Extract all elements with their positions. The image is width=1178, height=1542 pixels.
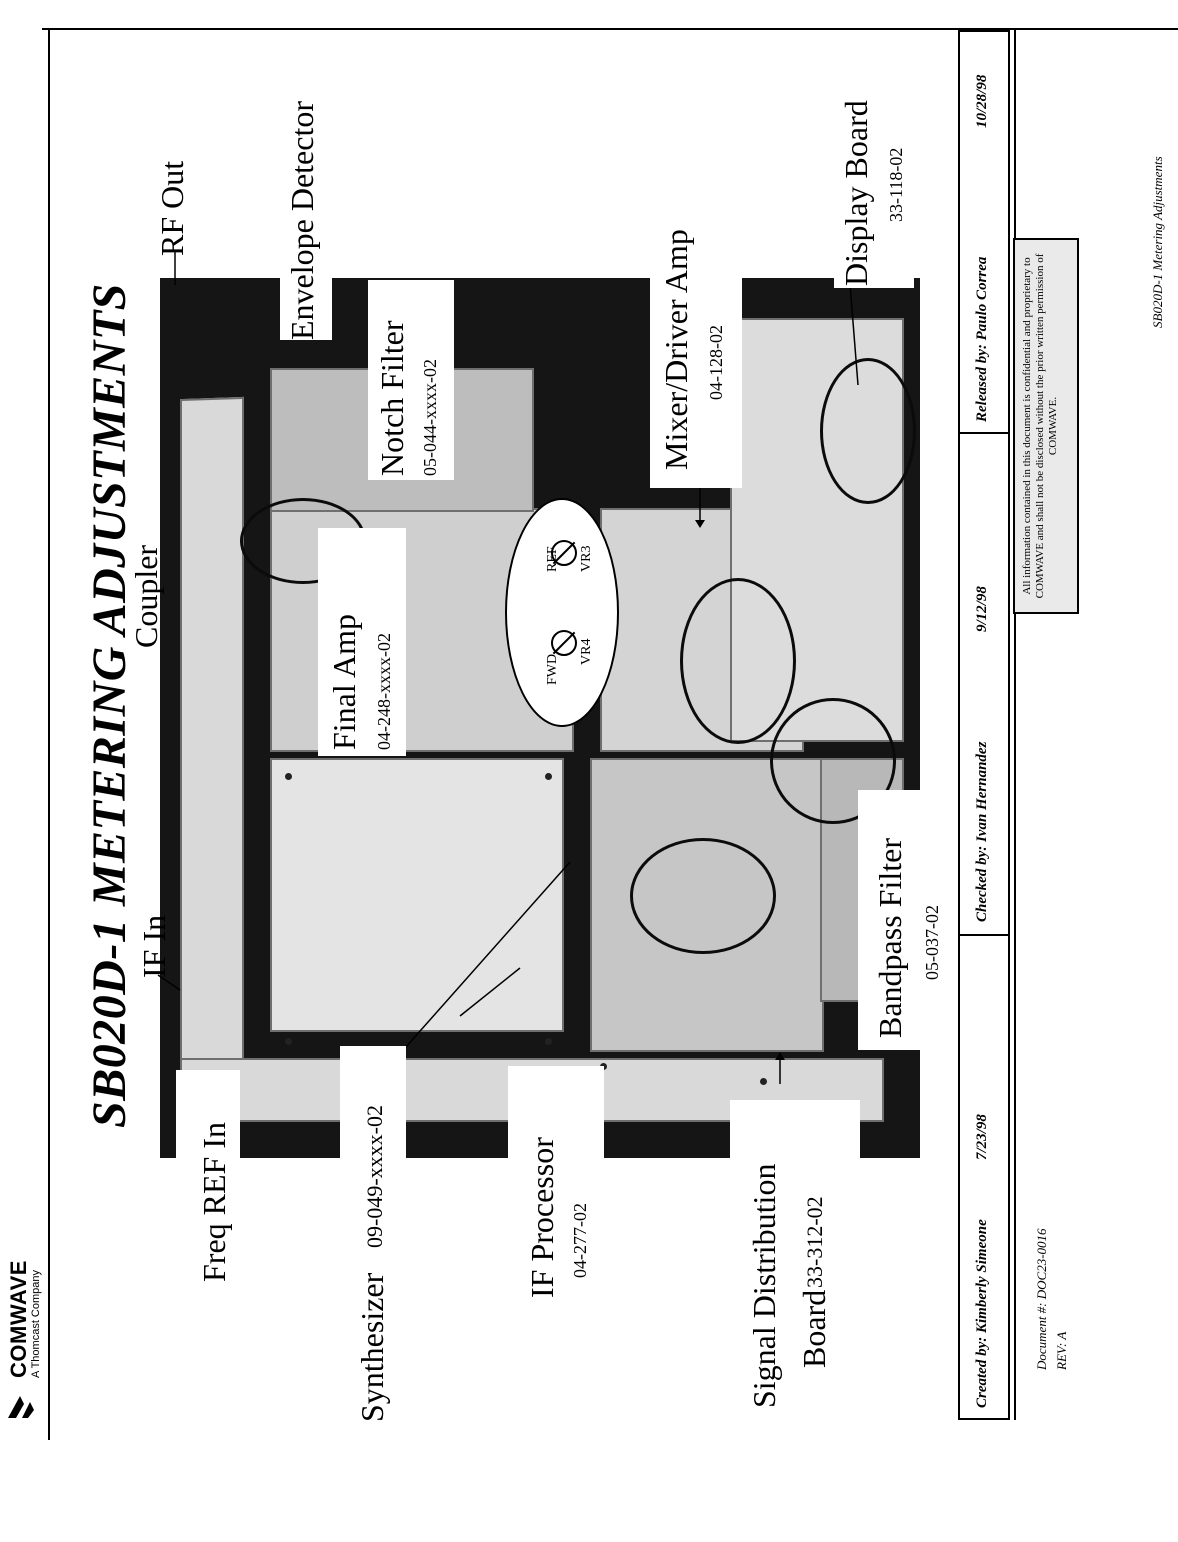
signal-distribution-part-number: 33-312-02 (802, 1196, 827, 1288)
released-by: Released by: Paulo Correa (974, 256, 990, 422)
signal-distribution-board-label: Board (796, 1289, 832, 1368)
document-number: Document #: DOC23-0016 (1034, 1228, 1049, 1370)
released-date: 10/28/98 (974, 74, 990, 128)
synthesizer-box (340, 1046, 406, 1426)
logo-name: COMWAVE (6, 1260, 31, 1378)
if-processor-part-number: 04-277-02 (570, 1203, 590, 1278)
pot-callout (505, 498, 619, 727)
created-date: 7/23/98 (974, 1114, 990, 1160)
display-board-box (834, 50, 914, 288)
confidential-notice-box (1013, 238, 1079, 614)
fwd-pot-icon[interactable] (551, 630, 577, 656)
if-processor-label: IF Processor (524, 1137, 560, 1298)
created-by: Created by: Kimberly Simeone (974, 1219, 990, 1408)
mixer-driver-box (650, 170, 742, 488)
confidential-notice: All information contained in this document is confidential and proprietary to COMWAVE and shall not be disclosed without the prior written permission of COMWAVE. (1021, 253, 1059, 599)
freq-ref-in-box (176, 1070, 240, 1286)
if-in-box (134, 900, 176, 980)
fwd-label: FWD (545, 653, 560, 685)
notch-filter-label: Notch Filter (374, 320, 410, 476)
final-amp-box (318, 528, 406, 756)
revision: REV: A (1054, 1331, 1069, 1370)
envelope-detector-label: Envelope Detector (284, 101, 320, 340)
notch-filter-part-number: 05-044-xxxx-02 (420, 359, 440, 476)
mixer-driver-label: Mixer/Driver Amp (658, 229, 694, 470)
if-processor-box (508, 1066, 604, 1306)
notch-filter-box (368, 280, 454, 480)
logo-tagline: A Thomcast Company (30, 1269, 42, 1378)
checked-date: 9/12/98 (974, 586, 990, 632)
signal-distribution-box (730, 1100, 860, 1430)
page-title: SB020D-1 METERING ADJUSTMENTS (83, 283, 136, 1128)
display-board-part-number: 33-118-02 (886, 147, 906, 222)
ref-pot-icon[interactable] (551, 540, 577, 566)
synthesizer-part-number: 09-049-xxxx-02 (362, 1105, 387, 1248)
table-divider (960, 934, 1008, 936)
freq-ref-in-label: Freq REF In (196, 1122, 232, 1282)
running-head: SB020D-1 Metering Adjustments (1150, 156, 1165, 328)
signoff-table (958, 30, 1010, 1420)
rf-out-label-box (150, 128, 198, 258)
if-in-label: IF In (136, 914, 172, 978)
checked-by: Checked by: Ivan Hernandez (974, 741, 990, 922)
bandpass-filter-label: Bandpass Filter (872, 838, 908, 1038)
mixer-driver-part-number: 04-128-02 (706, 325, 726, 400)
vr4-label: VR4 (579, 638, 594, 665)
final-amp-part-number: 04-248-xxxx-02 (374, 633, 394, 750)
signal-distribution-label: Signal Distribution (746, 1163, 782, 1408)
envelope-detector-box (280, 50, 332, 340)
ref-label: REF (545, 546, 560, 572)
coupler-label: Coupler (128, 544, 164, 648)
bandpass-filter-part-number: 05-037-02 (922, 905, 942, 980)
rf-out-label: RF Out (154, 160, 190, 256)
coupler-box (126, 520, 170, 650)
final-amp-label: Final Amp (326, 613, 362, 750)
vr3-label: VR3 (579, 545, 594, 572)
bandpass-filter-box (858, 790, 932, 1050)
table-divider (960, 432, 1008, 434)
display-board-label: Display Board (838, 100, 874, 286)
synthesizer-label: Synthesizer (354, 1272, 390, 1422)
